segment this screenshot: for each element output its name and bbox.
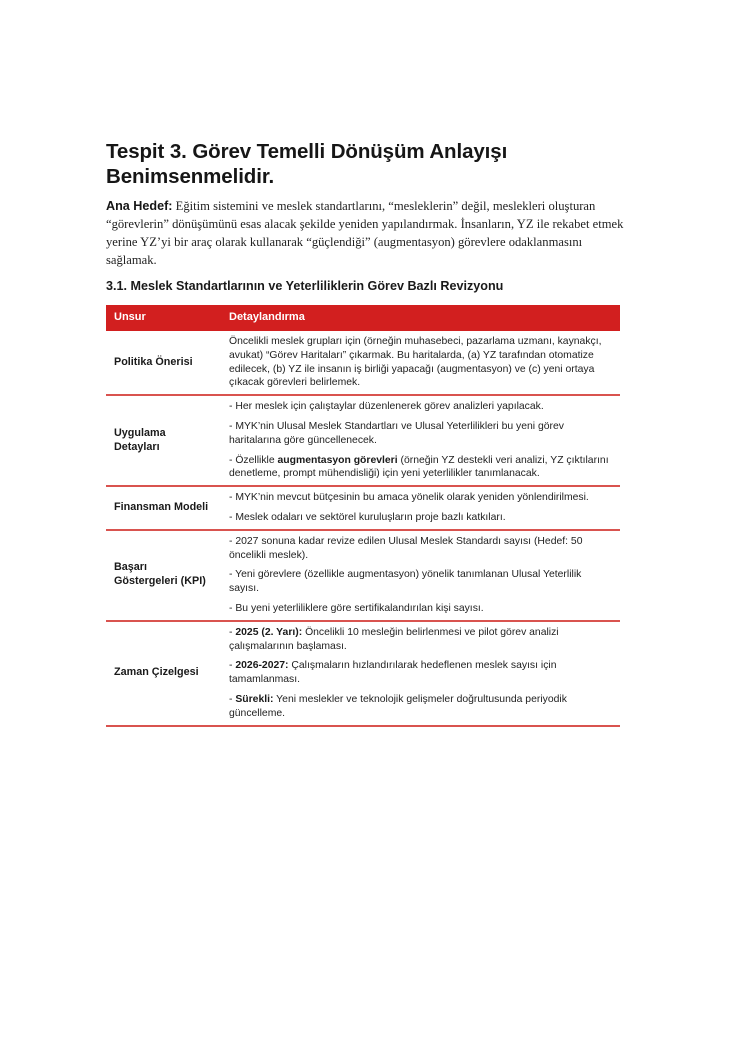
row-label: Zaman Çizelgesi [106, 621, 221, 726]
detail-item [229, 535, 612, 563]
detail-text: (örneğin YZ destekli veri analizi, YZ çıktılarını denetleme, prompt mühendisliği) için yeni yeterlilikler tanımlanacak. [229, 454, 609, 480]
detail-text: - [229, 660, 236, 672]
detail-item [229, 626, 612, 654]
detail-text: Öncelikli meslek grupları için (örneğin muhasebeci, pazarlama uzmanı, kaynakçı, avukat) “Görev Haritaları” çıkarmak. Bu haritalarda, (a) YZ tarafından otomatize edilecek, (b) YZ ile insanın iş birliği yapacağı (augmentasyon) ve (c) yeni ortaya çıkacak görevleri belirlemek. [229, 336, 602, 389]
detail-text: - MYK’nin mevcut bütçesinin bu amaca yönelik olarak yeniden yönlendirilmesi. [229, 492, 589, 504]
detail-item [229, 335, 612, 390]
row-label: Finansman Modeli [106, 486, 221, 530]
detail-text: - Meslek odaları ve sektörel kuruluşların proje bazlı katkıları. [229, 511, 506, 523]
table-row [106, 331, 620, 395]
document-page [106, 139, 624, 727]
column-header-unsur: Unsur [106, 305, 221, 331]
row-label: Politika Önerisi [106, 331, 221, 395]
detail-text: - Özellikle [229, 454, 278, 466]
detail-text: - Her meslek için çalıştaylar düzenlenerek görev analizleri yapılacak. [229, 401, 544, 413]
detail-text: - Yeni görevlere (özellikle augmentasyon) yönelik tanımlanan Ulusal Yeterlilik sayısı. [229, 569, 582, 595]
row-detail [221, 395, 620, 486]
lead-text: Eğitim sistemini ve meslek standartlarını, “mesleklerin” değil, meslekleri oluşturan “görevlerin” dönüşümünü esas alacak şekilde yeniden yapılandırmak. İnsanların, YZ ile rekabet etmek yerine YZ’yi bir araç olarak kullanarak “güçlendiği” (augmentasyon) görevlere odaklanmasını sağlamak. [106, 199, 624, 267]
row-detail [221, 331, 620, 395]
lead-label: Ana Hedef: [106, 199, 173, 213]
detail-text: Yeni meslekler ve teknolojik gelişmeler doğrultusunda periyodik güncelleme. [229, 693, 567, 719]
detail-item [229, 568, 612, 596]
row-detail [221, 621, 620, 726]
table-row [106, 530, 620, 621]
detail-emphasis: augmentasyon görevleri [277, 454, 398, 466]
table-header-row [106, 305, 620, 331]
lead-paragraph [106, 197, 626, 269]
detail-item [229, 693, 612, 721]
detail-emphasis: 2025 (2. Yarı): [235, 626, 303, 638]
table-row [106, 395, 620, 486]
detail-item [229, 454, 612, 482]
detail-item [229, 602, 612, 616]
detail-item [229, 400, 612, 414]
detail-item [229, 420, 612, 448]
page-title: Tespit 3. Görev Temelli Dönüşüm Anlayışı Benimsenmelidir. [106, 140, 508, 188]
policy-table [106, 305, 620, 727]
detail-text: - 2027 sonuna kadar revize edilen Ulusal Meslek Standardı sayısı (Hedef: 50 öncelikli meslek). [229, 535, 583, 561]
detail-text: Öncelikli 10 mesleğin belirlenmesi ve pilot görev analizi çalışmalarının başlaması. [229, 626, 559, 652]
detail-item [229, 511, 612, 525]
row-detail [221, 530, 620, 621]
table-row [106, 621, 620, 726]
detail-emphasis: 2026-2027: [235, 660, 289, 672]
detail-text: - Bu yeni yeterliliklere göre sertifikalandırılan kişi sayısı. [229, 602, 484, 614]
detail-text: - [229, 626, 236, 638]
detail-text: Çalışmaların hızlandırılarak hedeflenen meslek sayısı için tamamlanması. [229, 660, 557, 686]
row-label: Başarı Göstergeleri (KPI) [106, 530, 221, 621]
row-detail [221, 486, 620, 530]
detail-item [229, 491, 612, 505]
detail-emphasis: Sürekli: [235, 693, 274, 705]
detail-text: - [229, 693, 236, 705]
table-row [106, 486, 620, 530]
section-heading: 3.1. Meslek Standartlarının ve Yeterliliklerin Görev Bazlı Revizyonu [106, 279, 504, 293]
row-label: Uygulama Detayları [106, 395, 221, 486]
detail-item [229, 659, 612, 687]
column-header-detaylandirma: Detaylandırma [221, 305, 620, 331]
detail-text: - MYK’nin Ulusal Meslek Standartları ve Ulusal Yeterlilikleri bu yeni görev haritalarına göre güncellenecek. [229, 420, 564, 446]
